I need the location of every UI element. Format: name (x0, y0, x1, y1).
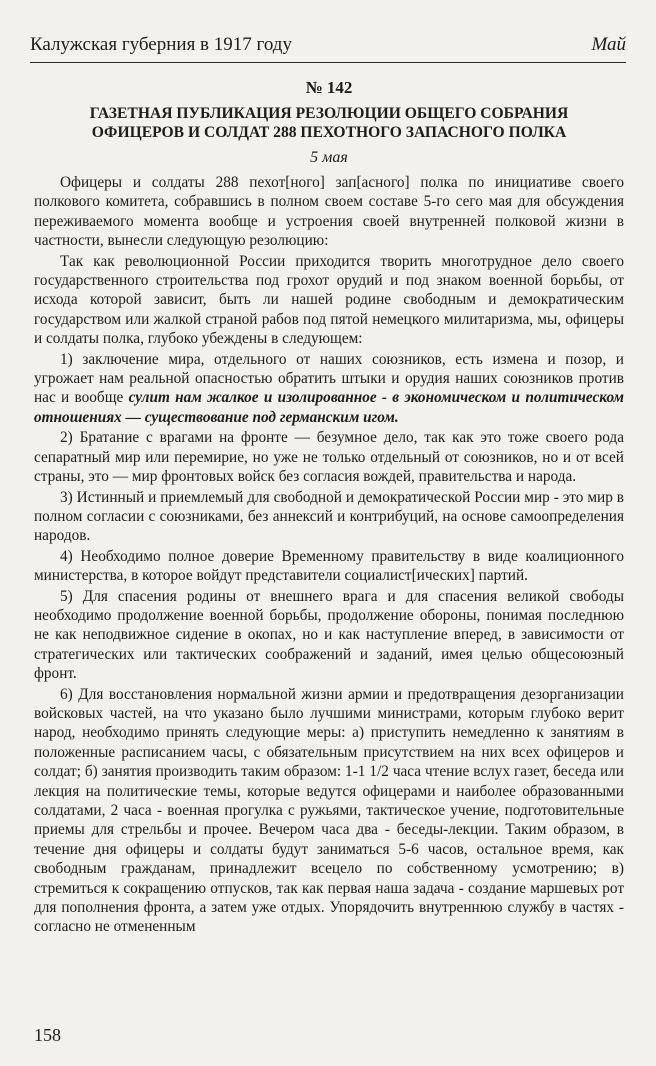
paragraph-intro: Офицеры и солдаты 288 пехот[ного] зап[асного] полка по инициативе своего полкового комитета, собравшись в полном своем составе 5-го сего мая для обсуждения переживаемого момента вообще и устроения своей внутренней полковой жизни в частности, вынесли следующую резолюцию: (34, 174, 624, 250)
paragraph-point-1 (34, 350, 624, 428)
paragraph-point-5: 5) Для спасения родины от внешнего врага и для спасения великой свободы необходимо продолжение военной борьбы, продолжение обороны, понимая последнюю не как неподвижное сидение в окопах, но и как наступление вперед, в зависимости от стратегических или тактических соображений и заданий, имея целью общесоюзный фронт. (34, 587, 624, 683)
header-rule (30, 62, 626, 63)
document-date: 5 мая (310, 149, 348, 166)
paragraph-point-6: 6) Для восстановления нормальной жизни армии и предотвращения дезорганизации войсковых частей, на что указано было лучшими министрами, которым глубоко верит народ, необходимо принять следующие меры: а) приступить немедленно к занятиям в положенные расписанием часы, с обязательным присутствием на них всех офицеров и солдат; б) занятия производить таким образом: 1-1 1/2 часа чтение вслух газет, беседа или лекция на политические темы, которые ведутся офицерами и наиболее образованными солдатами, 2 часа - военная прогулка с ружьями, тактическое учение, подготовительные приемы для стрельбы и прочее. Вечером часа два - беседы-лекции. Таким образом, в течение дня офицеры и солдаты будут заниматься 5-6 часов, остальное время, как свободным гражданам, принадлежит всецело по собственному усмотрению; в) стремиться к сокращению отпусков, так как первая наша задача - создание маршевых рот для пополнения фронта, а затем уже отдых. Упорядочить внутреннюю службу в частях - согласно не отмененным (34, 685, 624, 936)
document-body (34, 78, 624, 938)
paragraph-point-2: 2) Братание с врагами на фронте — безумное дело, так как это тоже своего рода сепаратный мир или перемирие, но уже не только отдельный от союзников, но и от всей страны, это — мир фронтовых войск без согласия вождей, правительства и народа. (34, 429, 624, 486)
document-title: ГАЗЕТНАЯ ПУБЛИКАЦИЯ РЕЗОЛЮЦИИ ОБЩЕГО СОБРАНИЯ ОФИЦЕРОВ И СОЛДАТ 288 ПЕХОТНОГО ЗАПАСНОГО ПОЛКА (89, 105, 569, 141)
point-1-text: 1) заключение мира, отдельного от наших союзников, есть измена и позор, и угрожает нам реальной опасностью обратить штыки и орудия наших союзников против нас и вообще (34, 350, 624, 407)
paragraph-preamble: Так как революционной России приходится творить многотрудное дело своего государственного строительства под грохот орудий и под знаком военной борьбы, от исхода которой зависит, быть ли нашей родине свободным и демократическим государством или жалкой страной рабов под пятой немецкого милитаризма, мы, офицеры и солдаты полка, глубоко убеждены в следующем: (34, 252, 624, 348)
document-number: № 142 (305, 78, 353, 97)
paragraph-point-4: 4) Необходимо полное доверие Временному правительству в виде коалиционного министерства, в которое войдут представители социалист[ических] партий. (34, 547, 624, 585)
page-number: 158 (34, 1025, 61, 1045)
point-1-emphasis: сулит нам жалкое и изолированное - в экономическом и политическом отношениях — существование под германским игом. (34, 389, 624, 426)
paragraph-point-3: 3) Истинный и приемлемый для свободной и демократической России мир - это мир в полном согласии с союзниками, без аннексий и контрибуций, на основе самоопределения народов. (34, 488, 624, 545)
running-head (30, 34, 626, 56)
running-head-month: Май (591, 34, 626, 55)
running-head-title: Калужская губерния в 1917 году (30, 34, 292, 55)
